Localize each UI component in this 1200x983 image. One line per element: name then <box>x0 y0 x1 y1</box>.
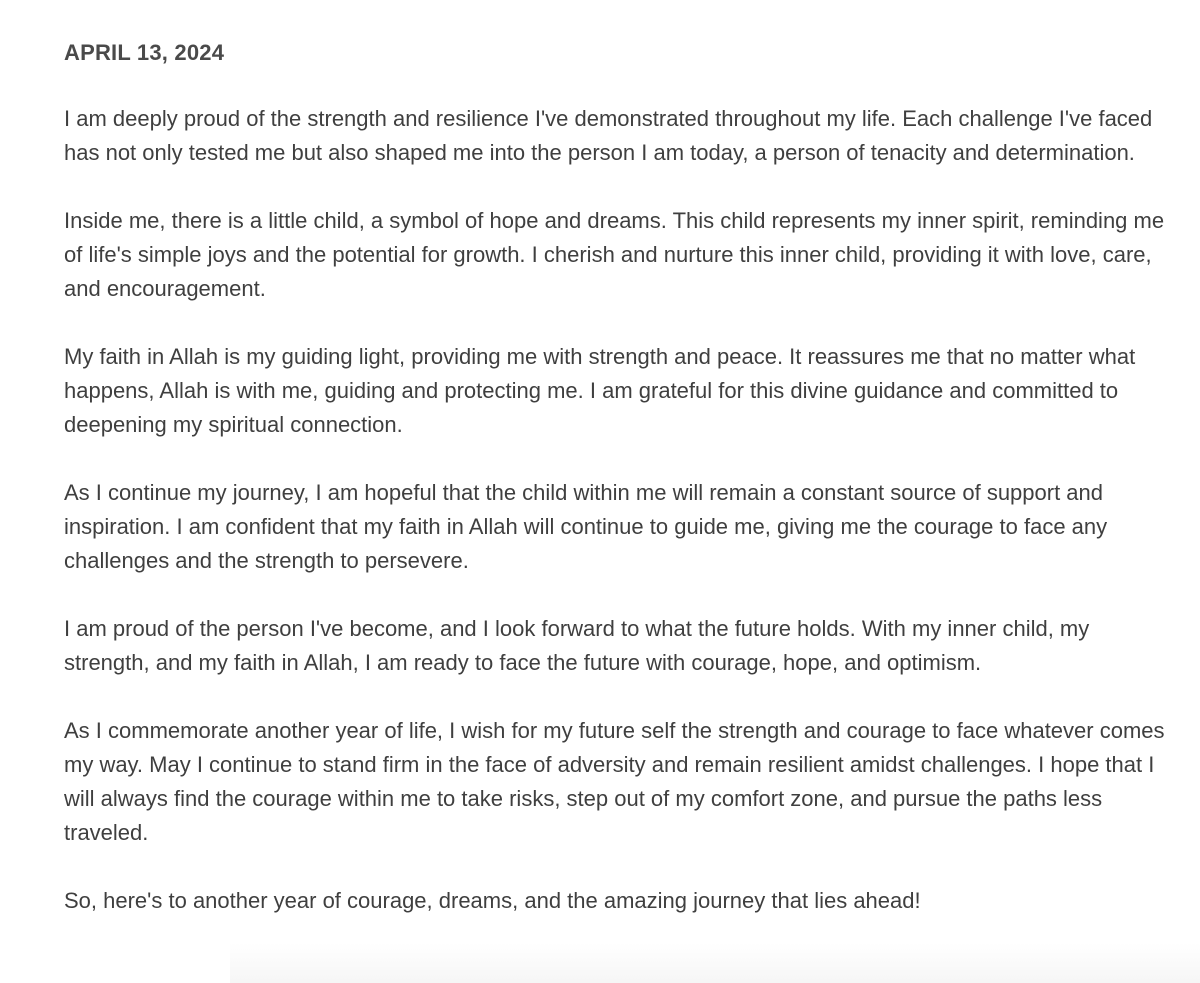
note-content[interactable] <box>64 38 1180 918</box>
note-paragraph-2: Inside me, there is a little child, a symbol of hope and dreams. This child represents my inner spirit, reminding me of life's simple joys and the potential for growth. I cherish and nurture this inner child, providing it with love, care, and encouragement. <box>64 208 1165 301</box>
note-paragraph-3: My faith in Allah is my guiding light, providing me with strength and peace. It reassures me that no matter what happens, Allah is with me, guiding and protecting me. I am grateful for this divine guidance and committed to deepening my spiritual connection. <box>64 344 1136 437</box>
note-date: APRIL 13, 2024 <box>64 40 225 65</box>
note-paragraph-7: So, here's to another year of courage, dreams, and the amazing journey that lies ahead! <box>64 888 921 913</box>
bottom-shadow <box>230 943 1200 983</box>
note-paragraph-1: I am deeply proud of the strength and resilience I've demonstrated throughout my life. Each challenge I've faced has not only tested me but also shaped me into the person I am today, a person of tenacity and determination. <box>64 106 1153 165</box>
note-paragraph-4: As I continue my journey, I am hopeful that the child within me will remain a constant source of support and inspiration. I am confident that my faith in Allah will continue to guide me, giving me the courage to face any challenges and the strength to persevere. <box>64 480 1108 573</box>
note-paragraph-6: As I commemorate another year of life, I wish for my future self the strength and courage to face whatever comes my way. May I continue to stand firm in the face of adversity and remain resilient amidst challenges. I hope that I will always find the courage within me to take risks, step out of my comfort zone, and pursue the paths less traveled. <box>64 718 1165 845</box>
note-paragraph-5: I am proud of the person I've become, and I look forward to what the future holds. With my inner child, my strength, and my faith in Allah, I am ready to face the future with courage, hope, and optimism. <box>64 616 1090 675</box>
